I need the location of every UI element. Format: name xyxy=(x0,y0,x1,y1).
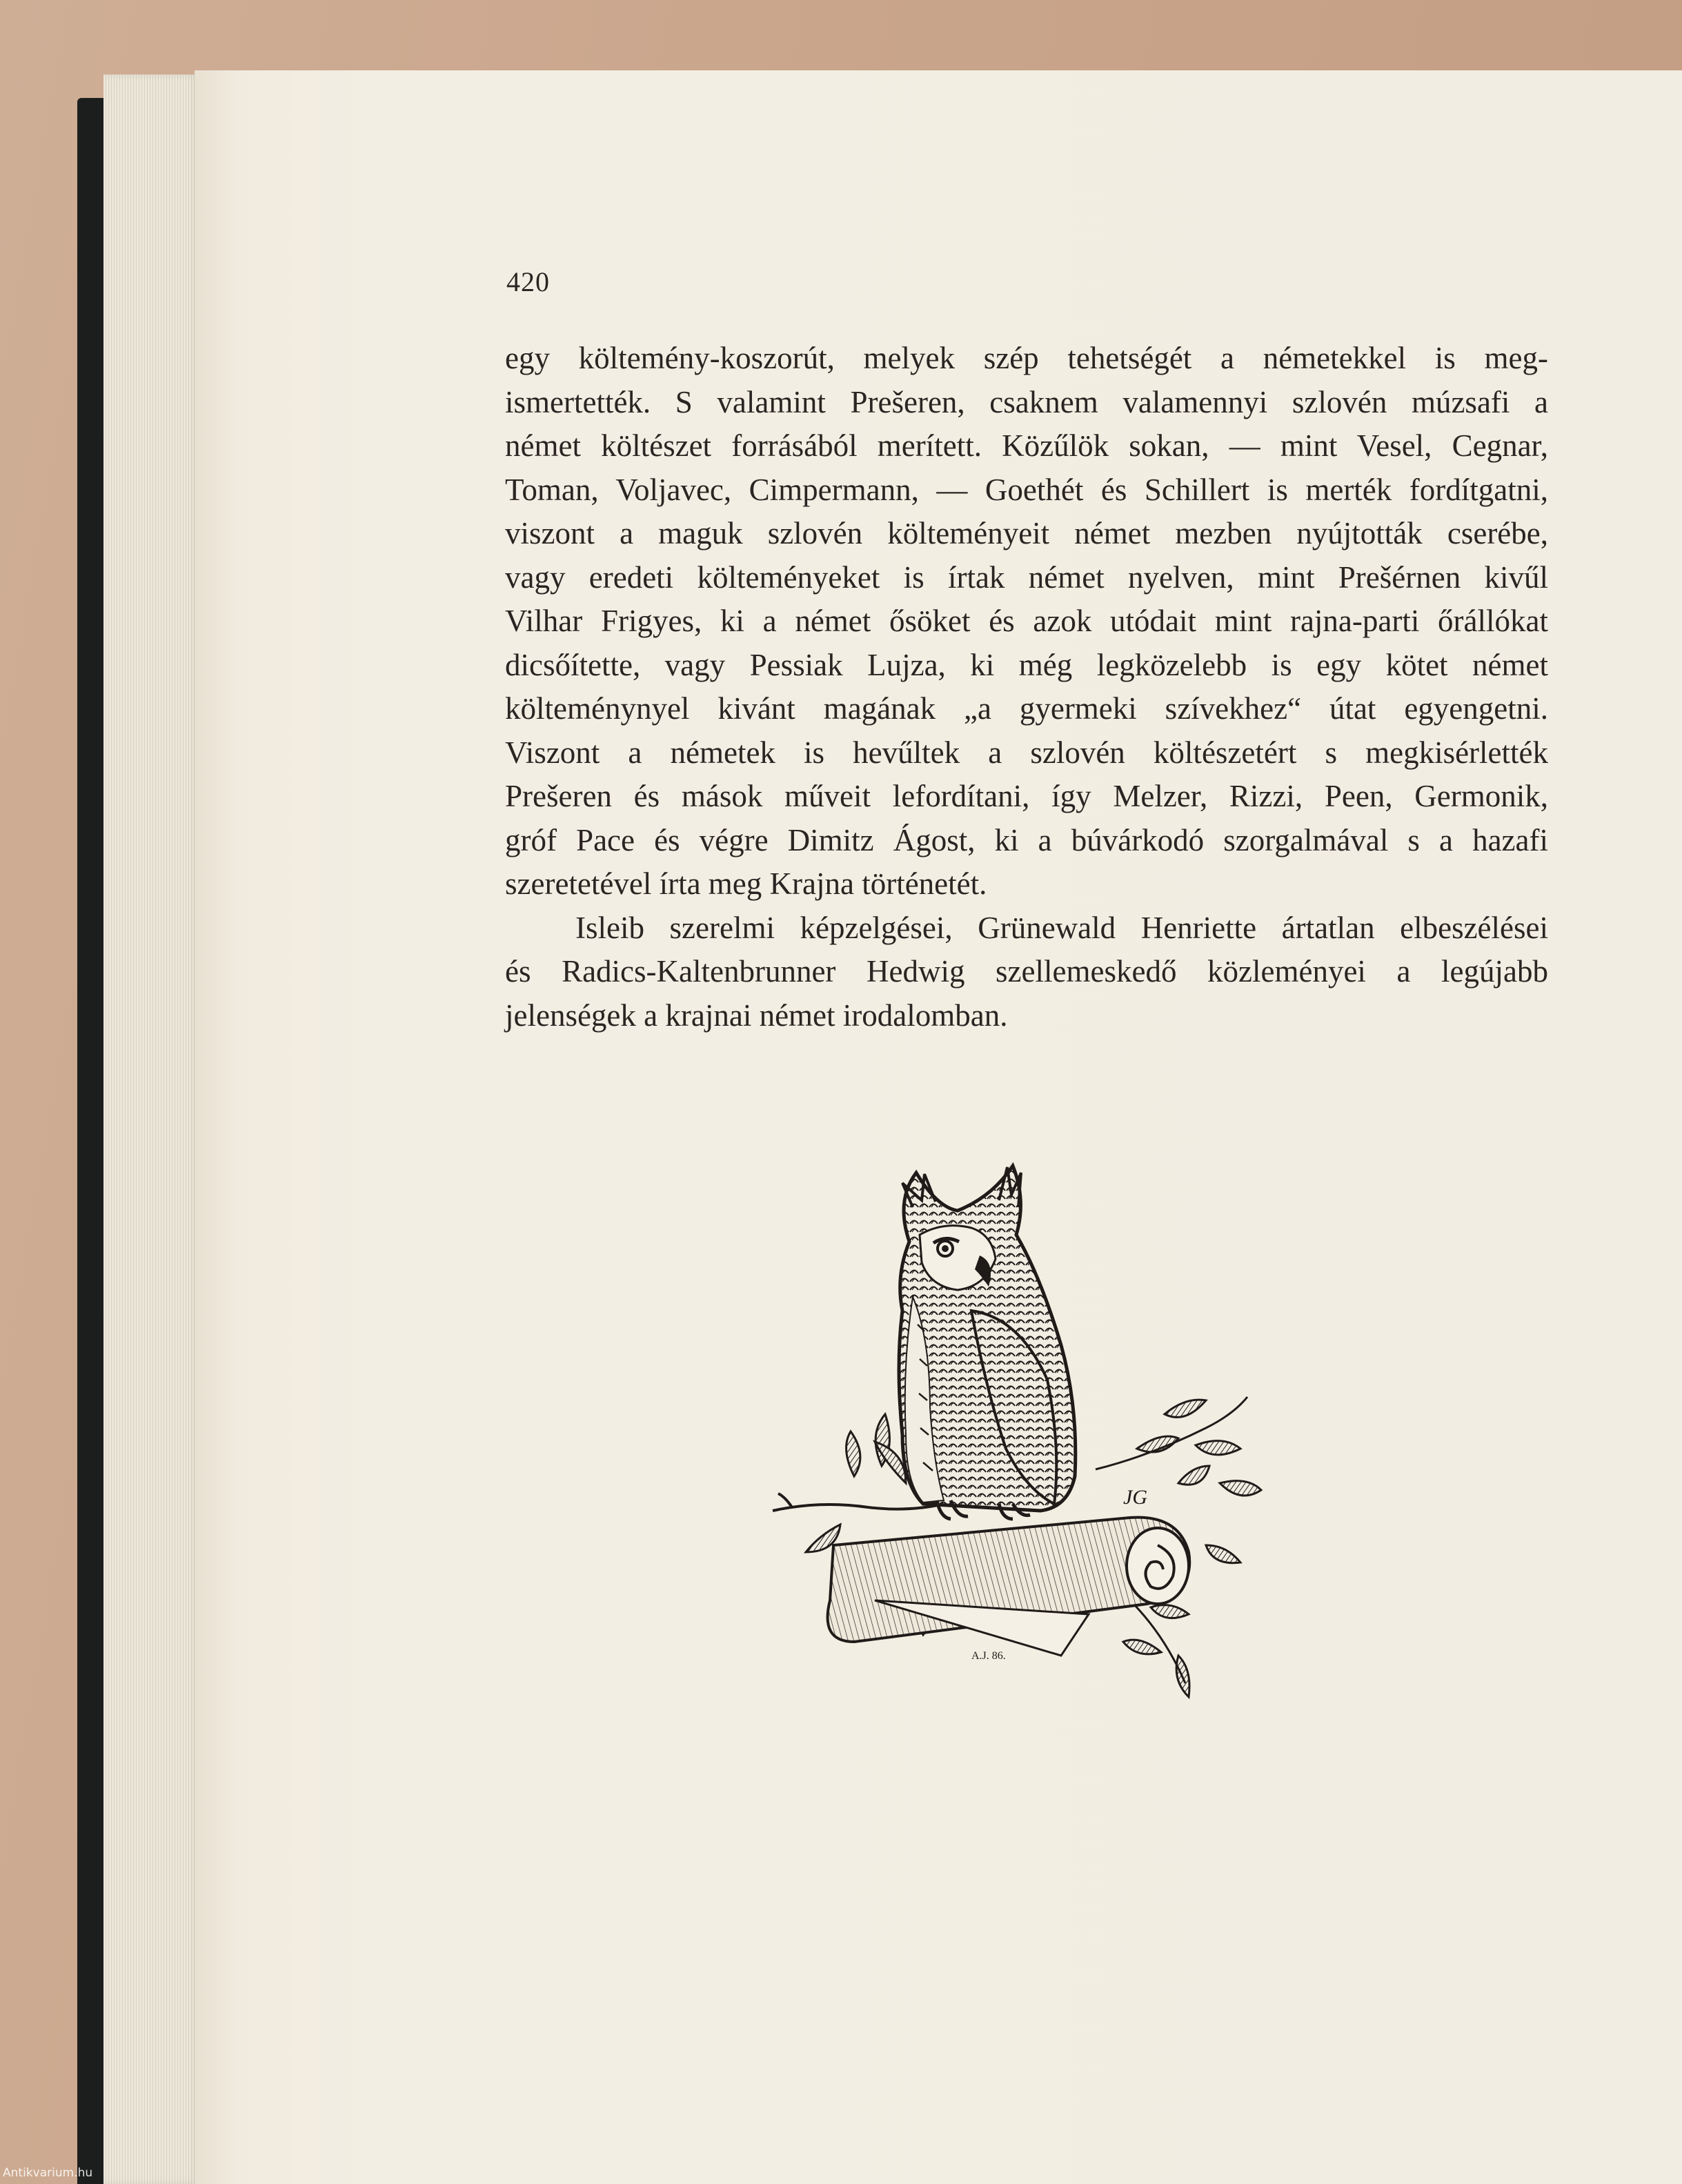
monogram: JG xyxy=(1123,1486,1147,1509)
text-line: gróf Pace és végre Dimitz Ágost, ki a búvárkodó szorgalmával s a hazafi xyxy=(505,822,1548,857)
text-line: Vilhar Frigyes, ki a német ősöket és azok utódait mint rajna-parti őrállókat xyxy=(505,604,1548,638)
scroll-icon xyxy=(828,1518,1190,1656)
text-line: viszont a maguk szlovén költeményeit német mezben nyújtották cserébe, xyxy=(505,516,1548,550)
text-line: és Radics-Kaltenbrunner Hedwig szellemeskedő közleményei a legújabb xyxy=(505,954,1548,989)
text-line: Prešeren és mások műveit lefordítani, így Melzer, Rizzi, Peen, Germonik, xyxy=(505,779,1548,813)
text-line: vagy eredeti költeményeket is írtak német nyelven, mint Prešérnen kivűl xyxy=(505,559,1548,595)
text-line: jelenségek a krajnai német irodalomban. xyxy=(505,997,1008,1033)
text-line: dicsőítette, vagy Pessiak Lujza, ki még legközelebb is egy kötet német xyxy=(505,647,1548,682)
text-line: költeménynyel kivánt magának „a gyermeki szívekhez“ útat egyengetni. xyxy=(505,691,1548,726)
text-line: szeretetével írta meg Krajna történetét. xyxy=(505,866,987,901)
page-number: 420 xyxy=(506,266,550,297)
text-line: Viszont a németek is hevűltek a szlovén költészetért s megkisérlették xyxy=(505,735,1548,770)
paragraph-1 xyxy=(505,337,1548,906)
text-line: Isleib szerelmi képzelgései, Grünewald Henriette ártatlan elbeszélései xyxy=(575,910,1548,945)
text-line: egy költemény-koszorút, melyek szép tehetségét a németekkel is meg- xyxy=(505,341,1548,375)
paragraph-2 xyxy=(505,906,1548,1038)
owl-vignette-illustration xyxy=(764,1159,1275,1738)
text-line: ismertették. S valamint Prešeren, csaknem valamennyi szlovén múzsafi a xyxy=(505,384,1548,419)
text-line: Toman, Voljavec, Cimpermann, — Goethét és Schillert is merték fordítgatni, xyxy=(505,472,1548,507)
page-edges xyxy=(103,75,200,2184)
body-text xyxy=(505,337,1548,1038)
owl-icon xyxy=(899,1166,1076,1519)
text-line: német költészet forrásából merített. Közűlök sokan, — mint Vesel, Cegnar, xyxy=(505,428,1548,463)
artist-signature: A.J. 86. xyxy=(971,1650,1006,1662)
watermark: Antikvarium.hu xyxy=(3,2166,93,2180)
